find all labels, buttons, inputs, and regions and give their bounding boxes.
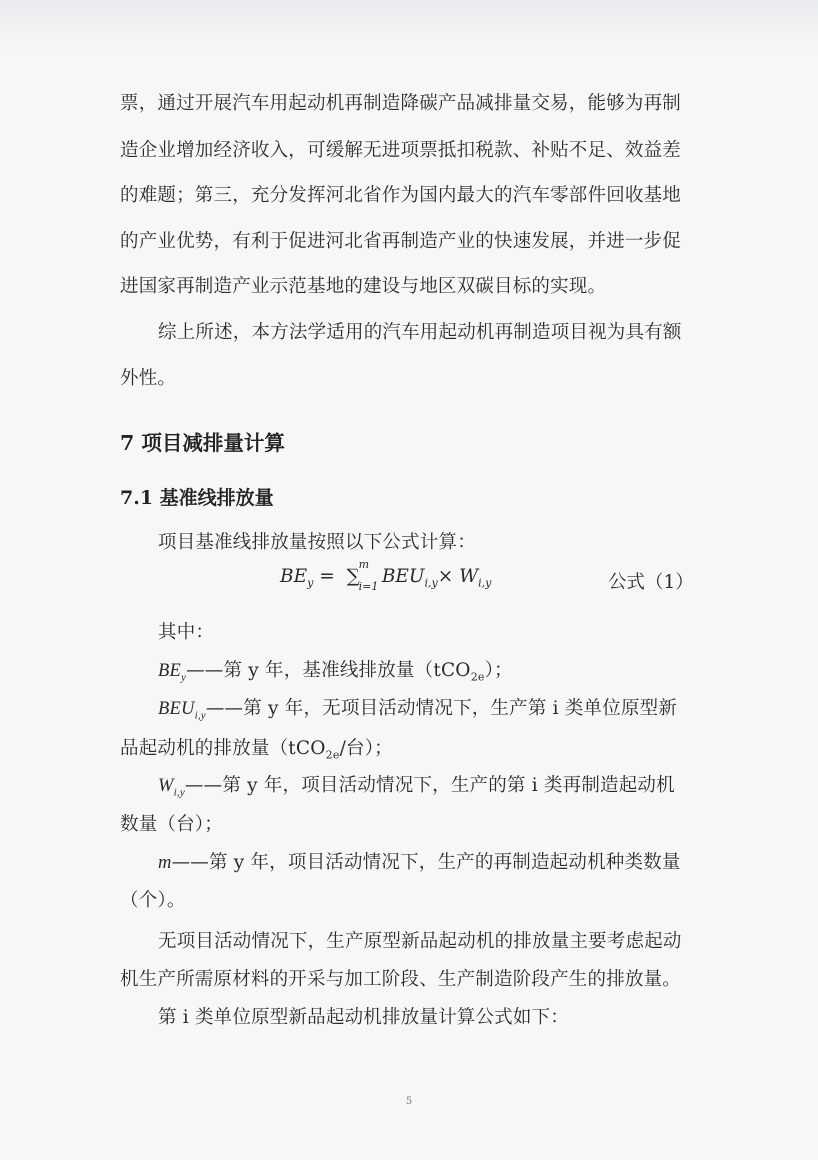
def-text: ——第 y 年，项目活动情况下，生产的第 i 类再制造起动机 (184, 775, 675, 796)
definition-w (158, 774, 710, 805)
def-tail: ）； (484, 660, 513, 681)
formula-term1: BEU (381, 566, 425, 587)
def-symbol-sub: i,y (194, 709, 206, 722)
page-number: 5 (405, 1096, 413, 1107)
def-text: ——第 y 年，基准线排放量（tCO (186, 660, 471, 681)
def-symbol-sub: i,y (173, 786, 185, 799)
def-symbol: m (158, 853, 172, 873)
paragraph-line: 机生产所需原材料的开采与加工阶段、生产制造阶段产生的排放量。 (120, 969, 682, 990)
where-label: 其中： (158, 622, 215, 643)
formula-equals: = (313, 566, 341, 587)
def-symbol: BE (158, 661, 182, 681)
def-text: 品起动机的排放量（tCO (120, 738, 326, 759)
formula-term2: W (459, 566, 479, 587)
sum-sign: ∑ (346, 566, 360, 587)
subsection-heading: 7.1 基准线排放量 (120, 487, 274, 509)
paragraph-line: 第 i 类单位原型新品起动机排放量计算公式如下： (158, 1007, 569, 1028)
def-symbol-sub: y (181, 671, 187, 684)
definition-beu-cont (120, 737, 710, 768)
def-tail: /台）； (339, 738, 393, 759)
formula-intro: 项目基准线排放量按照以下公式计算： (158, 532, 476, 553)
definition-be (158, 659, 710, 690)
definition-m-cont: （个）。 (120, 890, 186, 911)
def-symbol: BEU (158, 699, 195, 719)
paragraph-line: 进国家再制造产业示范基地的建设与地区双碳目标的实现。 (120, 276, 607, 297)
formula-times: × (437, 566, 460, 587)
def-text: ——第 y 年，项目活动情况下，生产的再制造起动机种类数量 (171, 852, 681, 873)
paragraph-line: 的难题；第三，充分发挥河北省作为国内最大的汽车零部件回收基地 (120, 185, 682, 206)
paragraph-line: 的产业优势，有利于促进河北省再制造产业的快速发展，并进一步促 (120, 231, 682, 252)
scan-shadow (0, 0, 818, 60)
def-symbol: W (158, 776, 174, 796)
definition-m (158, 851, 710, 875)
paragraph-line: 外性。 (120, 368, 177, 389)
sum-symbol (346, 558, 379, 593)
formula-term2-sub: i,y (478, 576, 492, 590)
definition-w-cont: 数量（台）； (120, 814, 223, 835)
formula-term1-sub: i,y (424, 576, 438, 590)
sum-lower: i=1 (358, 580, 379, 593)
paragraph-line: 票，通过开展汽车用起动机再制造降碳产品减排量交易，能够为再制 (120, 93, 682, 114)
paragraph-line: 造企业增加经济收入，可缓解无进项票抵扣税款、补贴不足、效益差 (120, 140, 682, 161)
formula-number: 公式（1） (608, 572, 694, 593)
definition-beu (158, 697, 710, 728)
def-unit-sub: 2e (325, 748, 340, 762)
sum-upper: m (358, 558, 370, 571)
formula-lhs: BE (280, 566, 308, 587)
def-text: ——第 y 年，无项目活动情况下，生产第 i 类单位原型新 (205, 698, 678, 719)
formula-1 (280, 558, 492, 593)
paragraph-line: 综上所述，本方法学适用的汽车用起动机再制造项目视为具有额 (158, 322, 682, 343)
formula-lhs-sub: y (307, 576, 314, 590)
paragraph-line: 无项目活动情况下，生产原型新品起动机的排放量主要考虑起动 (158, 931, 682, 952)
def-unit-sub: 2e (470, 670, 485, 684)
section-heading: 7 项目减排量计算 (120, 431, 285, 455)
